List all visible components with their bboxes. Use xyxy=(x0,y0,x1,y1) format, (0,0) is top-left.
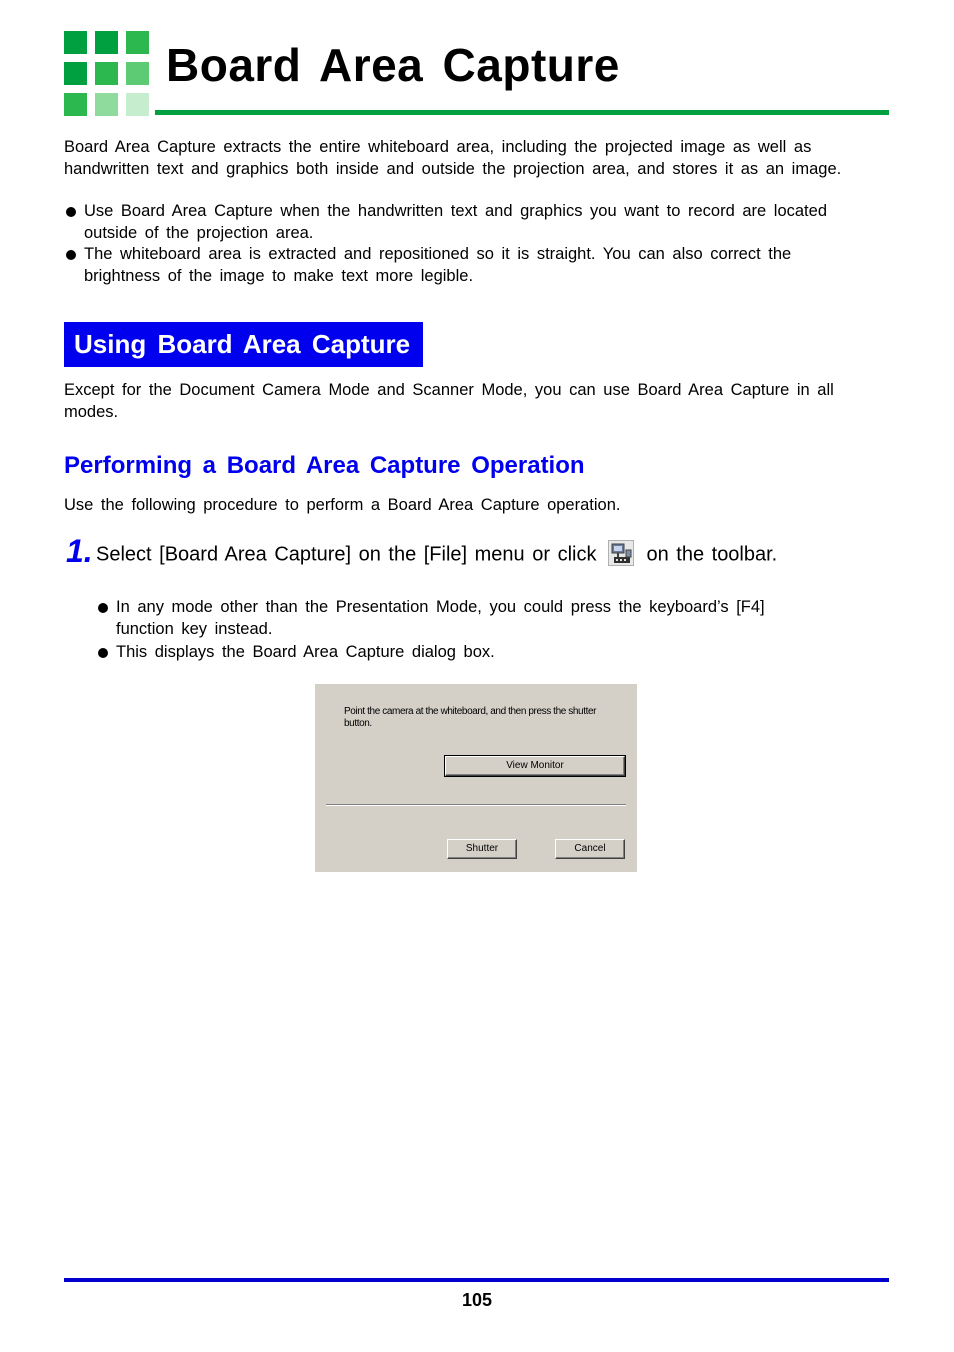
page-number: 105 xyxy=(461,1290,493,1310)
view-monitor-button[interactable]: View Monitor xyxy=(445,756,625,776)
cancel-button[interactable]: Cancel xyxy=(555,839,625,859)
footer-rule xyxy=(64,1278,889,1282)
green-grid-logo-icon xyxy=(64,31,150,117)
dialog-message: Point the camera at the whiteboard, and then press the shutter button. xyxy=(344,706,597,729)
step-text-after: on the toolbar. xyxy=(646,543,778,566)
dialog-separator xyxy=(326,804,626,806)
list-item: This displays the Board Area Capture dialog box. xyxy=(96,642,826,664)
board-capture-toolbar-icon xyxy=(608,540,634,566)
list-item: In any mode other than the Presentation Mode, you could press the keyboard’s [F4] function key instead. xyxy=(96,597,826,640)
board-area-capture-dialog xyxy=(315,684,637,872)
step-number: 1. xyxy=(66,533,93,569)
section-paragraph: Except for the Document Camera Mode and Scanner Mode, you can use Board Area Capture in all modes. xyxy=(64,381,834,421)
step-text-before: Select [Board Area Capture] on the [File] menu or click xyxy=(96,543,597,566)
shutter-button[interactable]: Shutter xyxy=(447,839,517,859)
step-bullet-list xyxy=(96,597,826,666)
subsection-heading: Performing a Board Area Capture Operation xyxy=(64,452,585,479)
intro-paragraph: Board Area Capture extracts the entire whiteboard area, including the projected image as well as handwritten text and graphics both inside and outside the projection area, and stores it as an image. xyxy=(64,138,842,178)
list-item: Use Board Area Capture when the handwritten text and graphics you want to record are located outside of the projection area. xyxy=(64,201,854,244)
list-item: The whiteboard area is extracted and repositioned so it is straight. You can also correct the brightness of the image to make text more legible. xyxy=(64,244,854,287)
subsection-paragraph: Use the following procedure to perform a Board Area Capture operation. xyxy=(64,496,621,514)
page-title: Board Area Capture xyxy=(166,39,620,91)
intro-bullet-list xyxy=(64,201,854,287)
section-heading: Using Board Area Capture xyxy=(64,322,423,367)
title-underline xyxy=(155,110,889,115)
step-instruction xyxy=(96,542,816,568)
